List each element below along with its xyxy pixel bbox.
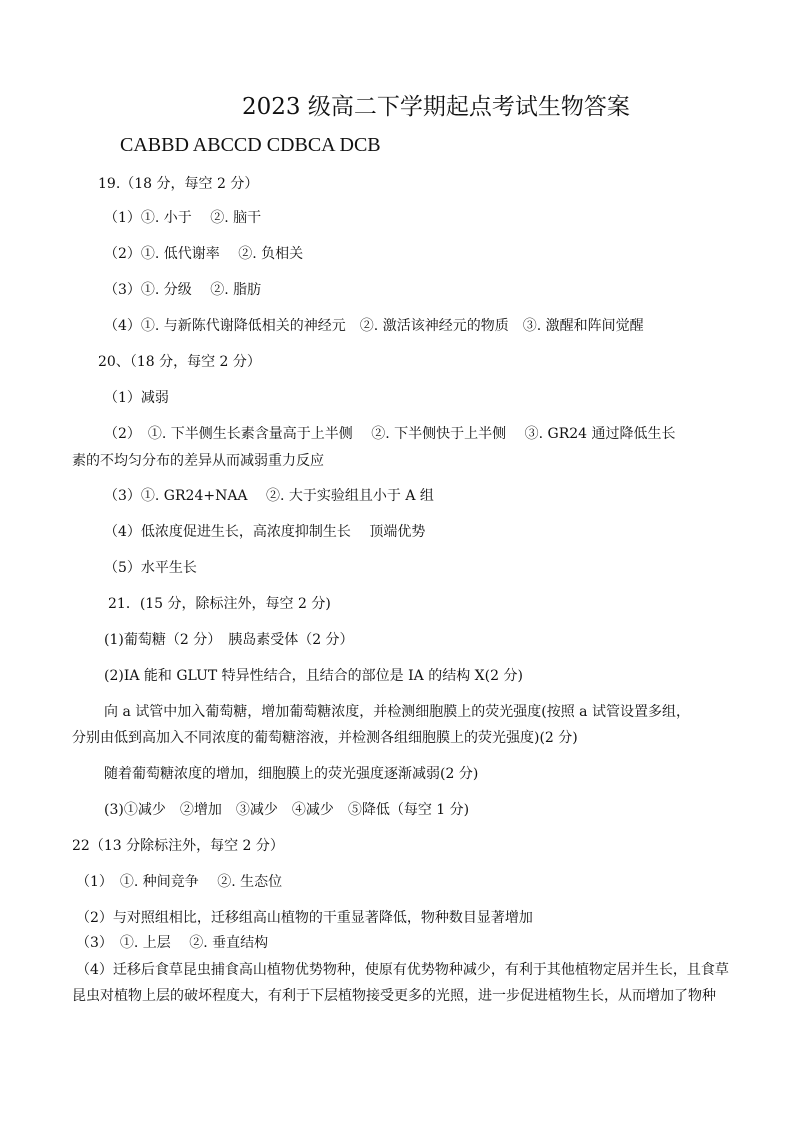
q20-part1: （1）减弱 bbox=[104, 390, 169, 406]
q20-part3: （3）①. GR24+NAA ②. 大于实验组且小于 A 组 bbox=[104, 488, 434, 504]
q21-part2: (2)IA 能和 GLUT 特异性结合，且结合的部位是 IA 的结构 X(2 分) bbox=[104, 668, 523, 684]
q20-heading: 20、（18 分，每空 2 分） bbox=[98, 354, 261, 370]
q20-part4: （4）低浓度促进生长，高浓度抑制生长 顶端优势 bbox=[104, 524, 426, 540]
q19-part4: （4）①. 与新陈代谢降低相关的神经元 ②. 激活该神经元的物质 ③. 激醒和阵间觉醒 bbox=[104, 318, 644, 334]
q21-part2-method-cont: 分别由低到高加入不同浓度的葡萄糖溶液，并检测各组细胞膜上的荧光强度)(2 分) bbox=[72, 730, 578, 746]
q21-heading: 21．(15 分，除标注外，每空 2 分) bbox=[108, 596, 331, 612]
q21-part2-method: 向 a 试管中加入葡萄糖，增加葡萄糖浓度，并检测细胞膜上的荧光强度(按照 a 试管设置多组， bbox=[104, 704, 690, 720]
q20-part2: （2） ①. 下半侧生长素含量高于上半侧 ②. 下半侧快于上半侧 ③. GR24 通过降低生长 bbox=[104, 426, 676, 442]
q19-heading: 19.（18 分，每空 2 分） bbox=[98, 176, 259, 192]
q21-part2-result: 随着葡萄糖浓度的增加，细胞膜上的荧光强度逐渐减弱(2 分) bbox=[104, 766, 479, 782]
q21-part1: (1)葡萄糖（2 分） 胰岛素受体（2 分） bbox=[104, 632, 354, 648]
choice-answers: CABBD ABCCD CDBCA DCB bbox=[120, 134, 381, 156]
q22-part3: （3） ①. 上层 ②. 垂直结构 bbox=[76, 935, 269, 951]
q19-part3: （3）①. 分级 ②. 脂肪 bbox=[104, 282, 262, 298]
q20-part5: （5）水平生长 bbox=[104, 560, 197, 576]
q22-part4-cont: 昆虫对植物上层的破坏程度大，有利于下层植物接受更多的光照，进一步促进植物生长，从而增加了物种 bbox=[72, 988, 716, 1004]
q22-part4: （4）迁移后食草昆虫捕食高山植物优势物种，使原有优势物种减少，有利于其他植物定居并生长，且食草 bbox=[76, 962, 729, 978]
q21-part3: (3)①减少 ②增加 ③减少 ④减少 ⑤降低（每空 1 分) bbox=[104, 802, 470, 818]
q20-part2-cont: 素的不均匀分布的差异从而减弱重力反应 bbox=[72, 453, 324, 469]
q19-part2: （2）①. 低代谢率 ②. 负相关 bbox=[104, 246, 304, 262]
q22-part1: （1） ①. 种间竞争 ②. 生态位 bbox=[76, 874, 283, 890]
q19-part1: （1）①. 小于 ②. 脑干 bbox=[104, 210, 262, 226]
q22-heading: 22（13 分除标注外，每空 2 分） bbox=[72, 838, 284, 854]
q22-part2: （2）与对照组相比，迁移组高山植物的干重显著降低，物种数目显著增加 bbox=[76, 910, 533, 926]
page-title: 2023 级高二下学期起点考试生物答案 bbox=[242, 94, 630, 120]
